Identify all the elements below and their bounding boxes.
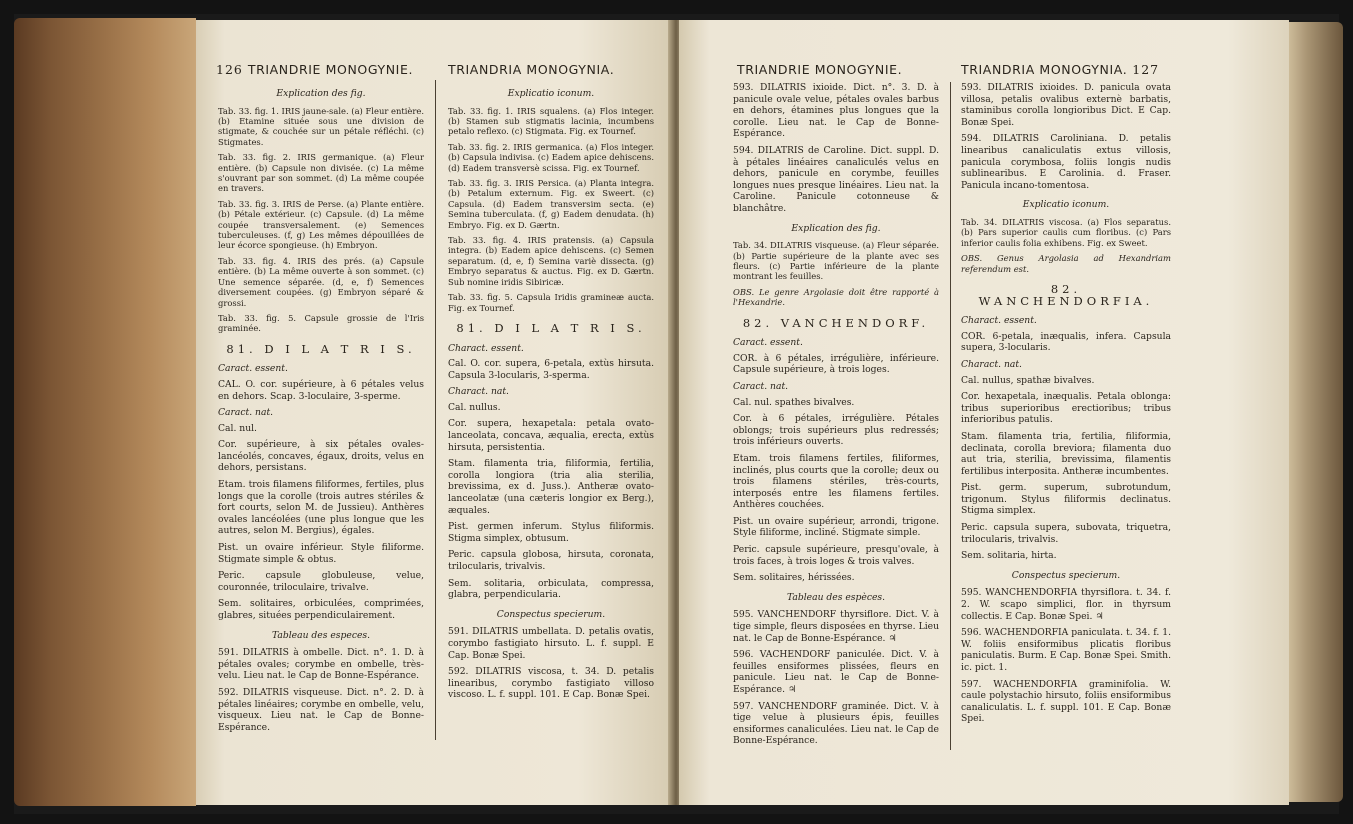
caract-nat: Charact. nat.: [961, 358, 1022, 370]
genus-heading: 82. WANCHENDORFIA.: [978, 281, 1154, 308]
fig-entry: Tab. 33. fig. 1. IRIS jaune-sale. (a) Fleur entière. (b) Etamine située sous une division de stigmate, & couchée sur un pétale réfléchi. (c) Stigmates.: [218, 105, 424, 147]
genus-heading: 81. D I L A T R I S.: [226, 341, 416, 356]
nat-entry: Cal. nul. spathes bivalves.: [733, 396, 855, 408]
fig-list: [448, 106, 654, 313]
species-entry: 595. WANCHENDORFIA thyrsiflora. t. 34. f. 2. W. scapo simplici, flor. in thyrsum collectis. E Cap. Bonæ Spei. ♃: [961, 587, 1171, 622]
nat-entry: Peric. capsula globosa, hirsuta, coronata, trilocularis, trivalvis.: [448, 549, 654, 572]
header-triandria: TRIANDRIA MONOGYNIA.: [448, 62, 615, 77]
section-title: Explicatio iconum.: [1022, 199, 1110, 211]
species-entry: 591. DILATRIS umbellata. D. petalis ovatis, corymbo fastigiato hirsuto. L. f. suppl. E Cap. Bonæ Spei.: [448, 626, 654, 661]
nat-entry: Stam. filamenta tria, fertilia, filiformia, declinata, corolla breviora; filamenta duo aut tria, sterilia, brevissima, filamentis fertilibus interposita. Antheræ incumbentes.: [961, 430, 1171, 477]
caract-nat: Caract. nat.: [733, 380, 789, 392]
tableau-title: Tableau des especes.: [271, 629, 371, 641]
observation: OBS. Le genre Argolasie doit être rapporté à l'Hexandrie.: [733, 286, 939, 308]
nat-entry: Sem. solitaires, orbiculées, comprimées, glabres, situées perpendiculairement.: [218, 598, 424, 621]
fig-entry: Tab. 33. fig. 1. IRIS squalens. (a) Flos integer. (b) Stamen sub stigmatis lacinia, incumbens petalo reflexo. (c) Stigmata. Fig. ex Tournef.: [448, 105, 654, 137]
species-entry: 591. DILATRIS à ombelle. Dict. n°. 1. D. à pétales ovales; corymbe en ombelle, très-velu. Lieu nat. le Cap de Bonne-Espérance.: [218, 647, 424, 682]
right-running-head: [961, 62, 1159, 77]
fig-entry: Tab. 33. fig. 5. Capsula Iridis gramineæ aucta. Fig. ex Tournef.: [448, 292, 654, 313]
nat-entry: Pist. germ. superum, subrotundum, trigonum. Stylus filiformis declinatus. Stigma simplex.: [961, 482, 1171, 517]
column-french-1: [218, 80, 424, 738]
species-entry: 593. DILATRIS ixioides. D. panicula ovata villosa, petalis ovalibus externè barbatis, staminibus corolla longioribus Dict. E Cap. Bonæ Spei.: [961, 82, 1171, 128]
fig-entry: Tab. 33. fig. 4. IRIS des prés. (a) Capsule entière. (b) La même ouverte à son sommet. (c) Une semence séparée. (d, e, f) Semences diversement coupées. (g) Embryon séparé & grossi.: [218, 255, 424, 308]
fig-entry: Tab. 34. DILATRIS visqueuse. (a) Fleur séparée. (b) Partie supérieure de la plante avec ses fleurs. (c) Partie inférieure de la plante montrant les feuilles.: [733, 240, 939, 282]
folio-126: 126: [216, 62, 243, 77]
nat-entry: Cor. supera, hexapetala: petala ovato-lanceolata, concava, æqualia, erecta, extùs hirsuta, persistentia.: [448, 418, 654, 453]
caract-essent: Charact. essent.: [448, 342, 524, 354]
species-entry: 594. DILATRIS de Caroline. Dict. suppl. D. à pétales linéaires canaliculés velus en dehors, panicule en corymbe, feuilles longues nues presque linéaires. Lieu nat. la Caroline. Panicule cotonneuse & blanchâtre.: [733, 144, 939, 214]
fig-entry: Tab. 34. DILATRIS viscosa. (a) Flos separatus. (b) Pars superior caulis cum floribus. (c) Pars inferior caulis folia exhibens. Fig. ex Sweet.: [961, 216, 1171, 248]
species-entry: 596. VACHENDORF paniculée. Dict. V. à feuilles ensiformes plissées, fleurs en panicule. Lieu nat. le Cap de Bonne-Espérance. ♃: [733, 649, 939, 695]
nat-entry: Cor. hexapetala, inæqualis. Petala oblonga: tribus superioribus erectioribus; tribus inferioribus patulis.: [961, 391, 1171, 426]
nat-entry: Etam. trois filamens fertiles, filiformes, inclinés, plus courts que la corolle; deux ou trois filamens stériles, très-courts, interposés entre les filamens fertiles. Anthères couchées.: [733, 452, 939, 511]
tableau-title: Conspectus specierum.: [1011, 569, 1121, 581]
folio-127: 127: [1132, 62, 1160, 77]
genus-heading: 81. D I L A T R I S.: [456, 320, 646, 335]
nat-entry: Peric. capsule supérieure, presqu'ovale, à trois faces, à trois loges & trois valves.: [733, 544, 939, 567]
header-triandrie-right: TRIANDRIE MONOGYNIE.: [737, 62, 903, 77]
left-page: [196, 20, 674, 805]
nat-entry: Cor. à 6 pétales, irrégulière. Pétales oblongs; trois supérieurs plus redressés; trois inférieurs ouverts.: [733, 413, 939, 448]
fig-entry: Tab. 33. fig. 4. IRIS pratensis. (a) Capsula integra. (b) Eadem apice dehiscens. (c) Semen separatum. (d, e, f) Semina variè dissecta. (g) Embryo separatus & auctus. Fig. ex D. Gærtn. Sub nomine iridis Sibiricæ.: [448, 235, 654, 287]
fig-entry: Tab. 33. fig. 2. IRIS germanica. (a) Flos integer. (b) Capsula indivisa. (c) Eadem apice dehiscens. (d) Eadem transversè scissa. Fig. ex Tournef.: [448, 141, 654, 173]
header-triandrie: TRIANDRIE MONOGYNIE.: [247, 62, 414, 77]
caract-nat: Caract. nat.: [218, 407, 274, 419]
tableau-title: Conspectus specierum.: [496, 608, 606, 620]
nat-entry: Sem. solitaria, hirta.: [961, 550, 1057, 562]
book-edge-right: [1283, 22, 1343, 802]
fig-entry: Tab. 33. fig. 3. IRIS Persica. (a) Planta integra. (b) Petalum externum. Fig. ex Sweert. (c) Capsula. (d) Eadem transversim secta. (e) Semina tuberculata. (f, g) Eadem denudata. (h) Embryo. Fig. ex D. Gærtn.: [448, 178, 654, 230]
tableau-title: Tableau des espèces.: [786, 591, 886, 603]
column-rule-left: [435, 80, 436, 740]
nat-entry: Peric. capsule globuleuse, velue, couronnée, triloculaire, trivalve.: [218, 570, 424, 593]
right-page: [679, 20, 1289, 805]
section-title: Explication des fig.: [276, 88, 366, 99]
genus-heading: 82. VANCHENDORF.: [742, 315, 930, 330]
species-entry: 592. DILATRIS visqueuse. Dict. n°. 2. D. à pétales linéaires; corymbe en ombelle, velu, visqueux. Lieu nat. le Cap de Bonne-Espérance.: [218, 686, 424, 733]
observation: OBS. Genus Argolasia ad Hexandriam referendum est.: [961, 253, 1171, 274]
essential-character: Cal. O. cor. supera, 6-petala, extùs hirsuta. Capsula 3-locularis, 3-sperma.: [448, 358, 654, 381]
column-latin-1: [448, 80, 654, 706]
column-french-2: [733, 82, 939, 752]
header-triandria-right: TRIANDRIA MONOGYNIA.: [961, 62, 1128, 77]
section-title: Explicatio iconum.: [507, 88, 595, 99]
species-entry: 597. WACHENDORFIA graminifolia. W. caule polystachio hirsuto, foliis ensiformibus canaliculatis. L. f. suppl. 101. E Cap. Bonæ Spei.: [961, 678, 1171, 725]
nat-entry: Cal. nullus, spathæ bivalves.: [961, 374, 1095, 386]
nat-entry: Cor. supérieure, à six pétales ovales-lancéolés, concaves, égaux, droits, velus en dehors, persistans.: [218, 439, 424, 474]
nat-entry: Pist. un ovaire supérieur, arrondi, trigone. Style filiforme, incliné. Stigmate simple.: [733, 515, 939, 539]
caract-essent: Charact. essent.: [961, 315, 1037, 327]
left-running-head: [216, 62, 413, 77]
nat-entry: Pist. germen inferum. Stylus filiformis. Stigma simplex, obtusum.: [448, 521, 654, 544]
caract-essent: Caract. essent.: [733, 337, 803, 349]
essential-character: CAL. O. cor. supérieure, à 6 pétales velus en dehors. Scap. 3-loculaire, 3-sperme.: [218, 378, 424, 402]
fig-list: [218, 106, 424, 334]
essential-character: COR. 6-petala, inæqualis, infera. Capsula supera, 3-locularis.: [961, 330, 1171, 354]
nat-entry: Sem. solitaires, hérissées.: [733, 572, 855, 584]
caract-nat: Charact. nat.: [448, 386, 509, 398]
species-entry: 592. DILATRIS viscosa, t. 34. D. petalis linearibus, corymbo fastigiato villoso viscoso. L. f. suppl. 101. E Cap. Bonæ Spei.: [448, 666, 654, 701]
species-entry: 595. VANCHENDORF thyrsiflore. Dict. V. à tige simple, fleurs disposées en thyrse. Lieu nat. le Cap de Bonne-Espérance. ♃: [733, 609, 939, 644]
book-edge-left: [14, 18, 196, 806]
essential-character: COR. à 6 pétales, irrégulière, inférieure. Capsule supérieure, à trois loges.: [733, 352, 939, 376]
nat-entry: Stam. filamenta tria, filiformia, fertilia, corolla longiora (tria alia sterilia, brevissima, ex d. Juss.). Antheræ ovato-lanceolatæ (una cæteris longior ex Berg.), æquales.: [448, 458, 654, 516]
caract-essent: Caract. essent.: [218, 363, 288, 375]
species-entry: 597. VANCHENDORF graminée. Dict. V. à tige velue à plusieurs épis, feuilles ensiformes canaliculées. Lieu nat. le Cap de Bonne-Espérance.: [733, 700, 939, 747]
nat-entry: Cal. nul.: [218, 422, 257, 434]
nat-entry: Pist. un ovaire inférieur. Style filiforme. Stigmate simple & obtus.: [218, 542, 424, 565]
nat-entry: Peric. capsula supera, subovata, triquetra, trilocularis, trivalvis.: [961, 522, 1171, 545]
section-title: Explication des fig.: [791, 222, 881, 234]
nat-entry: Etam. trois filamens filiformes, fertiles, plus longs que la corolle (trois autres stériles & fort courts, selon M. de Jussieu). Anthères ovales lancéolées (une plus longue que les autres, selon M. Bergius), égales.: [218, 479, 424, 537]
nat-entry: Sem. solitaria, orbiculata, compressa, glabra, perpendicularia.: [448, 577, 654, 601]
species-entry: 594. DILATRIS Caroliniana. D. petalis linearibus canaliculatis extus villosis, panicula corymbosa, foliis longis nudis sublinearibus. E Carolinia. d. Fraser. Panicula incano-tomentosa.: [961, 133, 1171, 191]
fig-entry: Tab. 33. fig. 5. Capsule grossie de l'Iris graminée.: [218, 312, 424, 334]
species-entry: 596. WACHENDORFIA paniculata. t. 34. f. 1. W. foliis ensiformibus plicatis floribus paniculatis. Burm. E Cap. Bonæ Spei. Smith. ic. pict. 1.: [961, 627, 1171, 673]
column-rule-right: [950, 82, 951, 750]
fig-entry: Tab. 33. fig. 2. IRIS germanique. (a) Fleur entière. (b) Capsule non divisée. (c) La même s'ouvrant par son sommet. (d) La même coupée en travers.: [218, 152, 424, 194]
column-latin-2: [961, 82, 1171, 730]
nat-entry: Cal. nullus.: [448, 401, 501, 413]
fig-entry: Tab. 33. fig. 3. IRIS de Perse. (a) Plante entière. (b) Pétale extérieur. (c) Capsule. (d) La même coupée transversalement. (e) Semences tuberculeuses. (f, g) Les mêmes dépouillées de leur écorce spongieuse. (h) Embryon.: [218, 198, 424, 251]
species-entry: 593. DILATRIS ixioide. Dict. n°. 3. D. à panicule ovale velue, pétales ovales barbus en dehors, étamines plus longues que la corolle. Lieu nat. le Cap de Bonne-Espérance.: [733, 82, 939, 140]
